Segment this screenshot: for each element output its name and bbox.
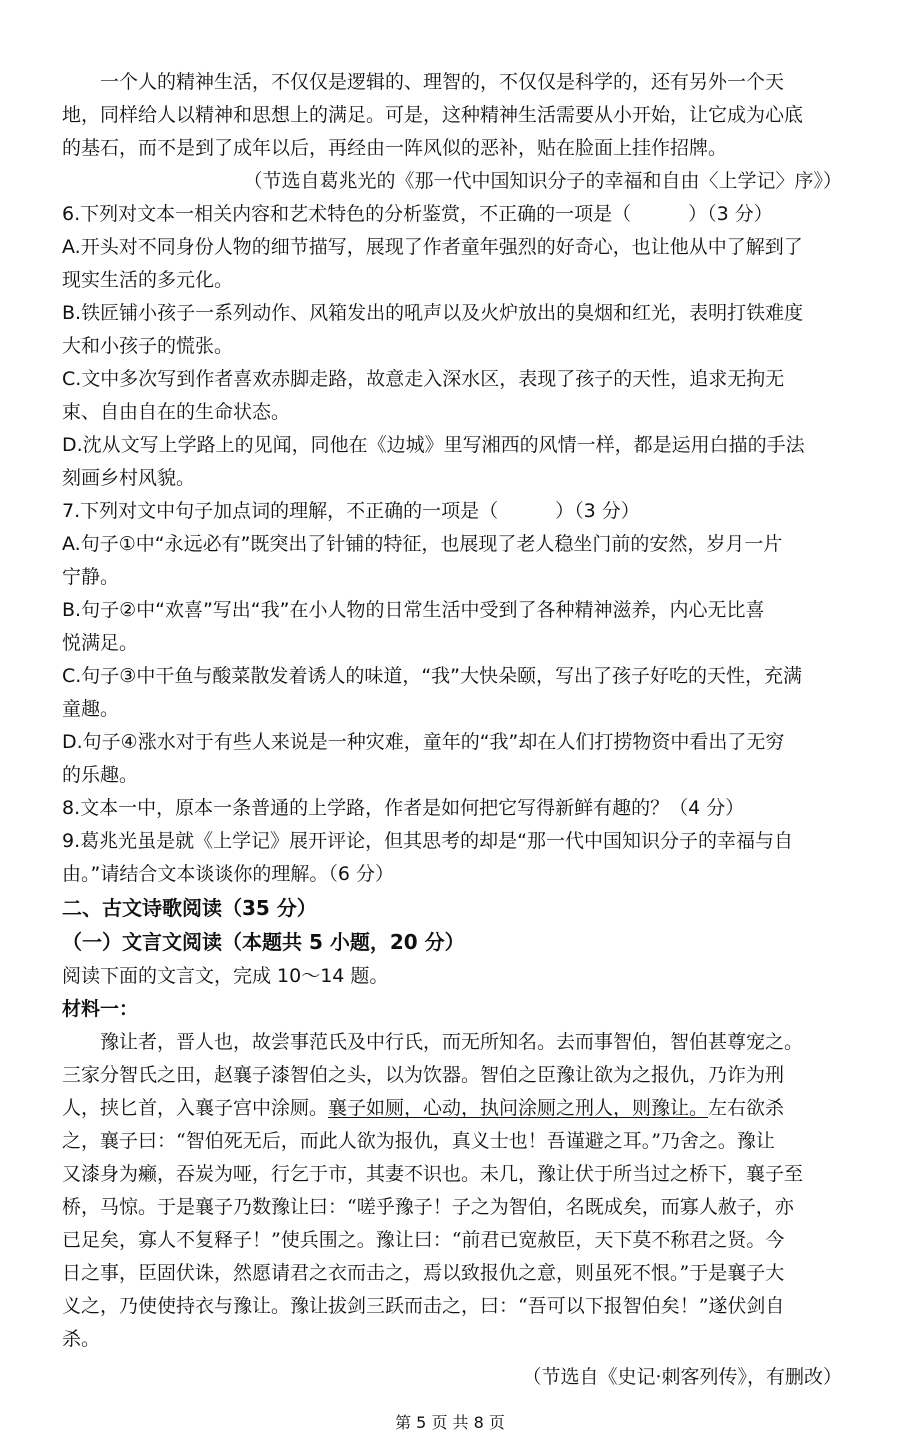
question-7-option-d-cont: 的乐趣。 xyxy=(62,764,139,786)
classical-source: （节选自《史记·刺客列传》，有删改） xyxy=(522,1366,842,1388)
classical-line-6: 桥，马惊。于是襄子乃数豫让曰：“嗟乎豫子！子之为智伯，名既成矣，而寡人赦子，亦 xyxy=(62,1196,794,1218)
question-6-stem: 6.下列对文本一相关内容和艺术特色的分析鉴赏，不正确的一项是（ ）（3 分） xyxy=(62,203,773,225)
passage-source: （节选自葛兆光的《那一代中国知识分子的幸福和自由〈上学记〉序》） xyxy=(243,170,842,192)
underlined-sentence: 襄子如厕，心动，执问涂厕之刑人，则豫让。 xyxy=(328,1097,709,1119)
question-6-option-d-cont: 刻画乡村风貌。 xyxy=(62,467,196,489)
question-6-option-c-cont: 束、自由自在的生命状态。 xyxy=(62,401,291,423)
classical-line-4: 之，襄子曰：“智伯死无后，而此人欲为报仇，真义士也！吾谨避之耳。”乃舍之。豫让 xyxy=(62,1130,775,1152)
question-6-option-c: C.文中多次写到作者喜欢赤脚走路，故意走入深水区，表现了孩子的天性，追求无拘无 xyxy=(62,368,785,390)
page-number-footer: 第 5 页 共 8 页 xyxy=(395,1413,505,1432)
question-6-option-a: A.开头对不同身份人物的细节描写，展现了作者童年强烈的好奇心，也让他从中了解到了 xyxy=(62,236,803,258)
question-7-option-a: A.句子①中“永远必有”既突出了针铺的特征，也展现了老人稳坐门前的安然，岁月一片 xyxy=(62,533,783,555)
classical-line-3 xyxy=(62,1096,842,1120)
section-2-title: 二、古文诗歌阅读（35 分） xyxy=(62,896,317,920)
question-6-option-a-cont: 现实生活的多元化。 xyxy=(62,269,234,291)
question-8: 8.文本一中，原本一条普通的上学路，作者是如何把它写得新鲜有趣的？（4 分） xyxy=(62,797,745,819)
classical-line-8: 日之事，臣固伏诛，然愿请君之衣而击之，焉以致报仇之意，则虽死不恨。”于是襄子大 xyxy=(62,1262,785,1284)
classical-line-5: 又漆身为癞，吞炭为哑，行乞于市，其妻不识也。未几，豫让伏于所当过之桥下，襄子至 xyxy=(62,1163,804,1185)
classical-line-3-end: 左右欲杀 xyxy=(708,1097,785,1119)
question-7-option-b-cont: 悦满足。 xyxy=(62,632,139,654)
section-2-subtitle: （一）文言文阅读（本题共 5 小题，20 分） xyxy=(62,930,465,954)
question-6-option-b-cont: 大和小孩子的慌张。 xyxy=(62,335,234,357)
question-7-option-b: B.句子②中“欢喜”写出“我”在小人物的日常生活中受到了各种精神滋养，内心无比喜 xyxy=(62,599,765,621)
section-2-instructions: 阅读下面的文言文，完成 10～14 题。 xyxy=(62,965,389,987)
question-7-option-c-cont: 童趣。 xyxy=(62,698,120,720)
passage-line-2: 地，同样给人以精神和思想上的满足。可是，这种精神生活需要从小开始，让它成为心底 xyxy=(62,104,804,126)
question-9: 9.葛兆光虽是就《上学记》展开评论，但其思考的却是“那一代中国知识分子的幸福与自 xyxy=(62,830,793,852)
classical-line-3-start: 人，挟匕首，入襄子宫中涂厕。 xyxy=(62,1097,329,1119)
material-label: 材料一： xyxy=(62,998,139,1020)
question-6-option-d: D.沈从文写上学路上的见闻，同他在《边城》里写湘西的风情一样，都是运用白描的手法 xyxy=(62,434,805,456)
passage-line-3: 的基石，而不是到了成年以后，再经由一阵风似的恶补，贴在脸面上挂作招牌。 xyxy=(62,137,728,159)
question-6-option-b: B.铁匠铺小孩子一系列动作、风箱发出的吼声以及火炉放出的臭烟和红光，表明打铁难度 xyxy=(62,302,804,324)
question-9-cont: 由。”请结合文本谈谈你的理解。（6 分） xyxy=(62,863,394,885)
classical-line-10: 杀。 xyxy=(62,1328,101,1350)
passage-line-1: 一个人的精神生活，不仅仅是逻辑的、理智的，不仅仅是科学的，还有另外一个天 xyxy=(100,71,785,93)
classical-line-9: 义之，乃使使持衣与豫让。豫让拔剑三跃而击之，曰：“吾可以下报智伯矣！”遂伏剑自 xyxy=(62,1295,785,1317)
question-7-option-a-cont: 宁静。 xyxy=(62,566,120,588)
question-7-option-c: C.句子③中干鱼与酸菜散发着诱人的味道，“我”大快朵颐，写出了孩子好吃的天性，充满 xyxy=(62,665,803,687)
question-7-stem: 7.下列对文中句子加点词的理解，不正确的一项是（ ）（3 分） xyxy=(62,500,640,522)
classical-line-2: 三家分智氏之田，赵襄子漆智伯之头，以为饮器。智伯之臣豫让欲为之报仇，乃诈为刑 xyxy=(62,1064,785,1086)
question-7-option-d: D.句子④涨水对于有些人来说是一种灾难，童年的“我”却在人们打捞物资中看出了无穷 xyxy=(62,731,785,753)
classical-line-1: 豫让者，晋人也，故尝事范氏及中行氏，而无所知名。去而事智伯，智伯甚尊宠之。 xyxy=(100,1031,804,1053)
classical-line-7: 已足矣，寡人不复释子！”使兵围之。豫让曰：“前君已宽赦臣，天下莫不称君之贤。今 xyxy=(62,1229,785,1251)
